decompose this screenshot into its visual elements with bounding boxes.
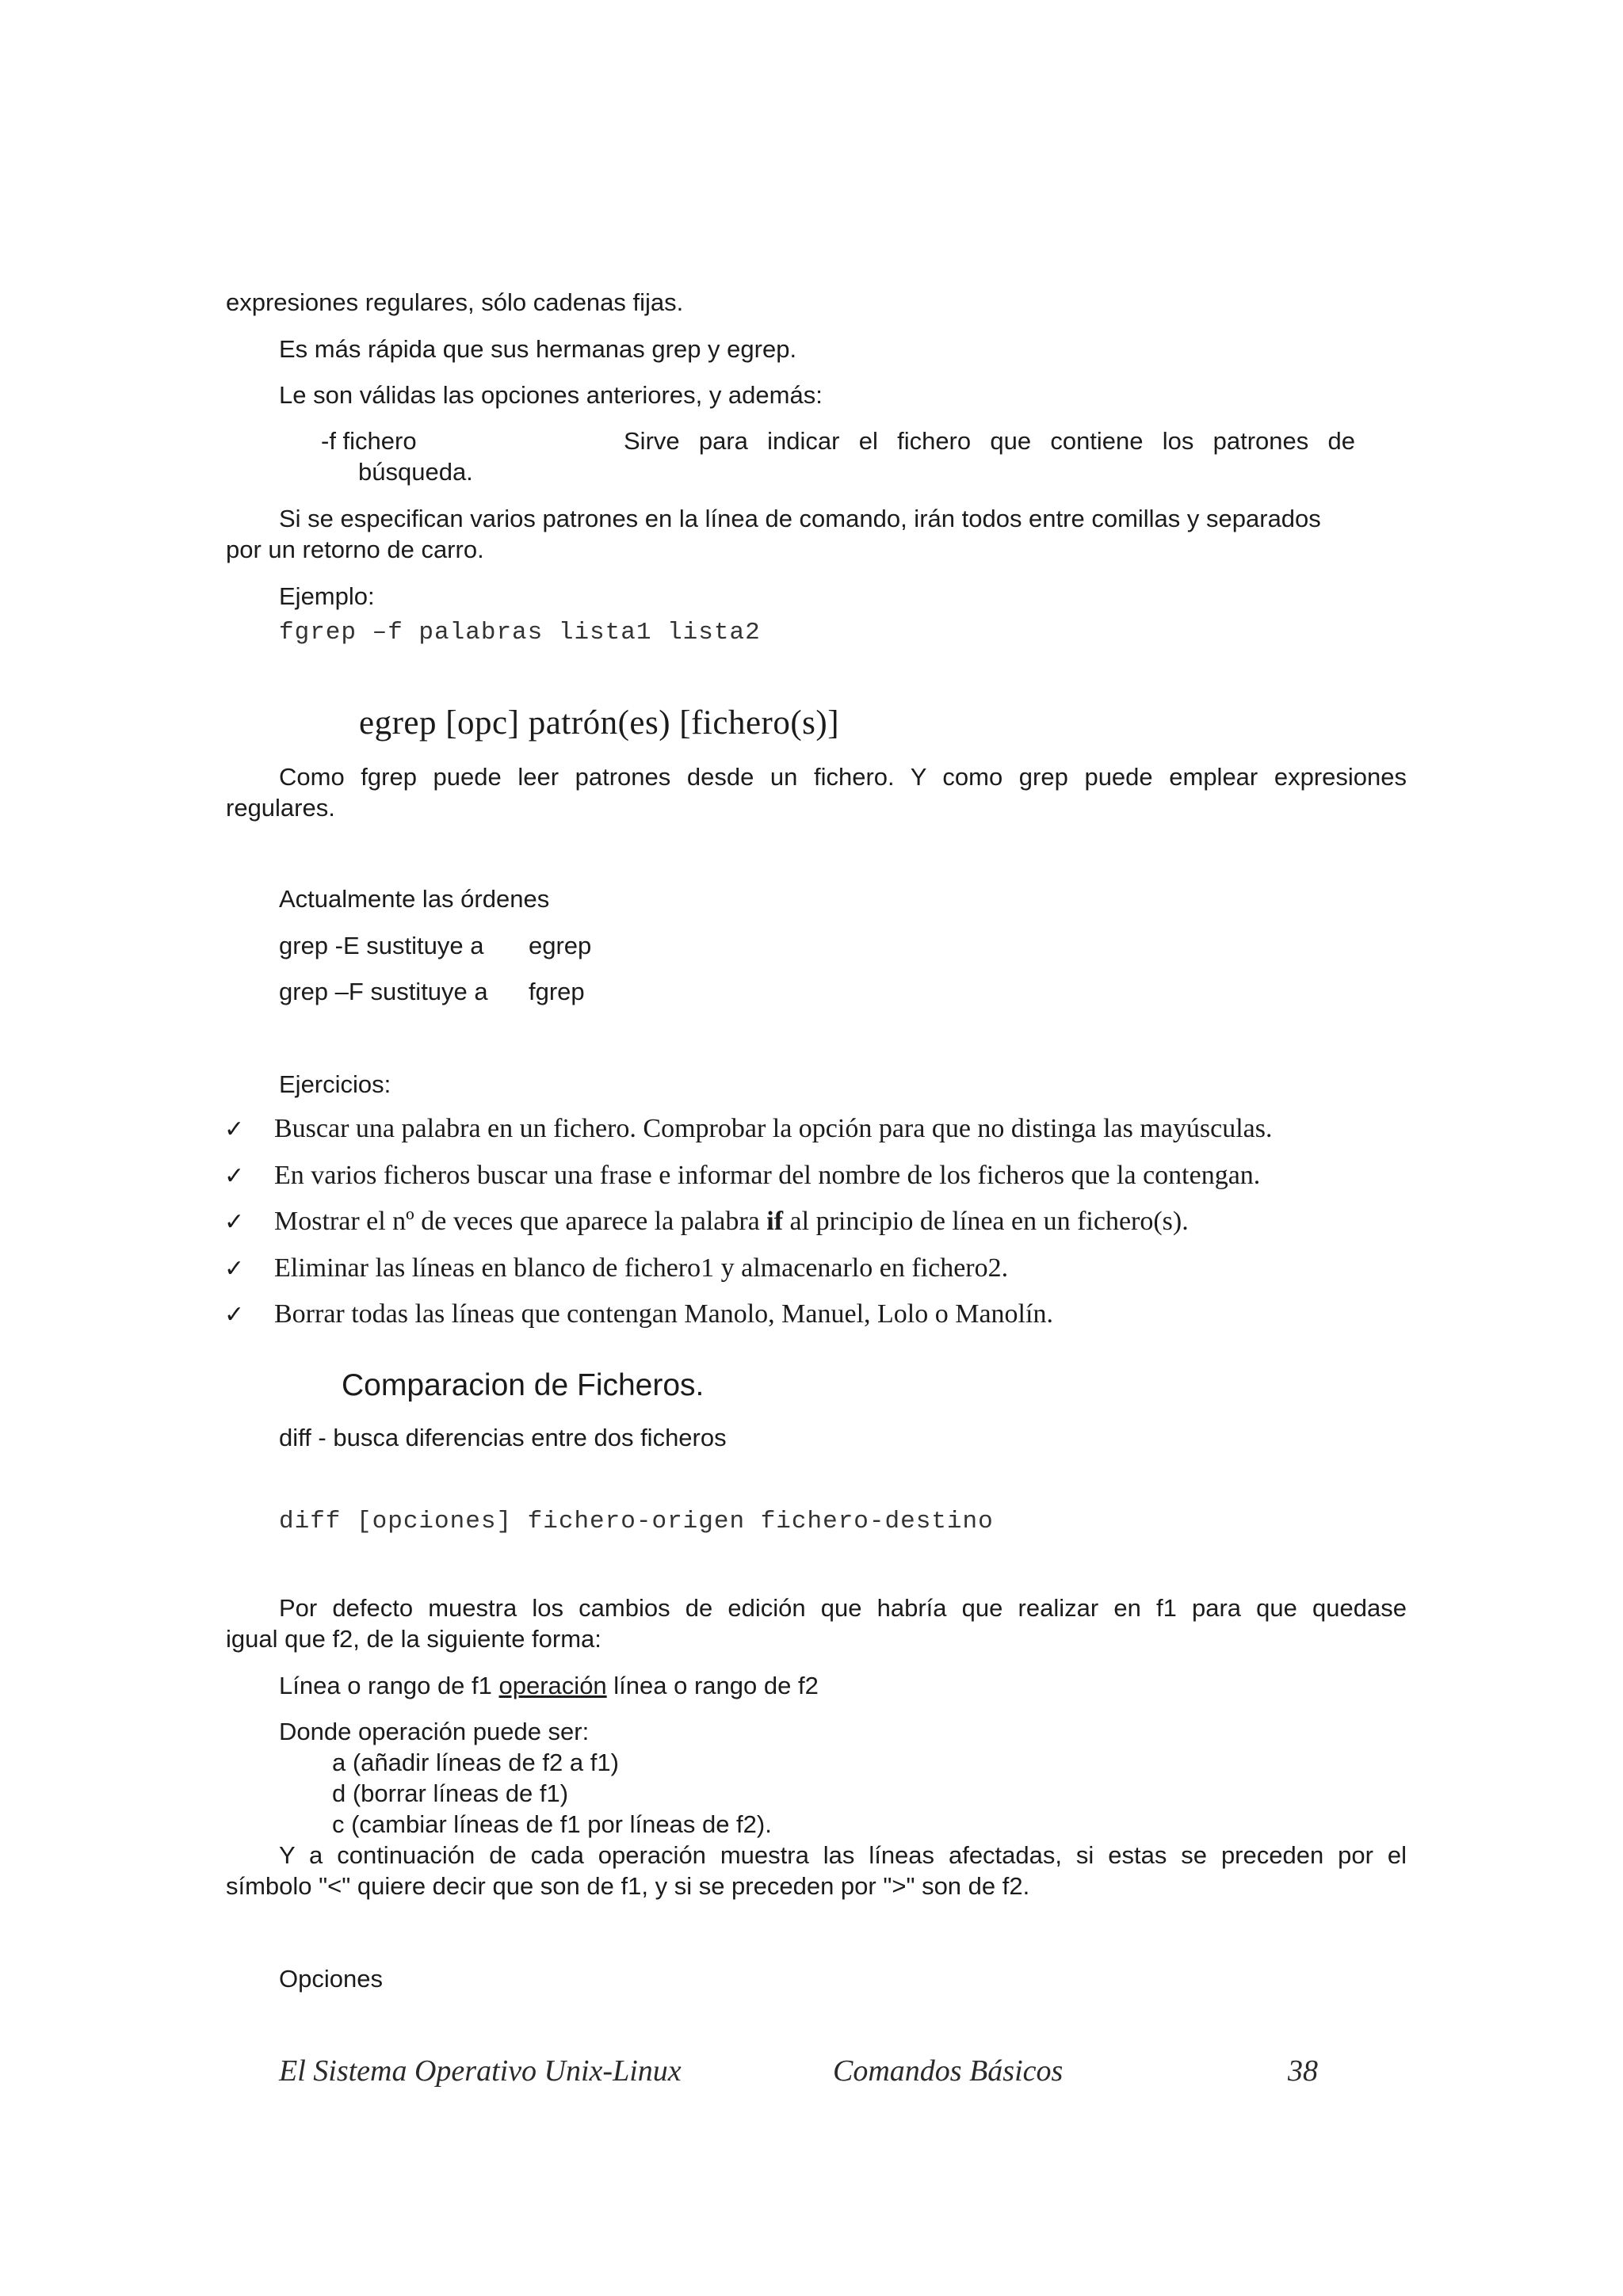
exercises-label: Ejercicios: xyxy=(279,1070,391,1098)
exercise-text: Buscar una palabra en un fichero. Comprobar la opción para que no distinga las mayúsculas. xyxy=(274,1114,1273,1143)
example-code: fgrep –f palabras lista1 lista2 xyxy=(279,619,761,646)
compare-subtitle: diff - busca diferencias entre dos ficheros xyxy=(279,1424,727,1451)
intro-line-2: Es más rápida que sus hermanas grep y egrep. xyxy=(279,335,797,363)
multi-patterns-line-2: por un retorno de carro. xyxy=(226,536,484,563)
example-label: Ejemplo: xyxy=(279,582,375,610)
exercise-text: Borrar todas las líneas que contengan Manolo, Manuel, Lolo o Manolín. xyxy=(274,1299,1053,1329)
egrep-description-line-2: regulares. xyxy=(226,794,335,822)
compare-default-line-2: igual que f2, de la siguiente forma: xyxy=(226,1625,601,1653)
exercise-text xyxy=(274,1207,1189,1237)
intro-line-3: Le son válidas las opciones anteriores, y además: xyxy=(279,381,823,409)
format-after: línea o rango de f2 xyxy=(606,1672,819,1699)
footer-page-number: 38 xyxy=(1288,2054,1318,2088)
current-intro: Actualmente las órdenes xyxy=(279,885,550,913)
continuation-line-1: Y a continuación de cada operación muestra las líneas afectadas, si estas se preceden por el xyxy=(279,1841,1407,1869)
egrep-description-line-1: Como fgrep puede leer patrones desde un fichero. Y como grep puede emplear expresiones xyxy=(279,763,1407,791)
format-operation: operación xyxy=(498,1672,607,1699)
op-d: d (borrar líneas de f1) xyxy=(332,1779,569,1807)
options-label: Opciones xyxy=(279,1965,383,1993)
exercise-text: Eliminar las líneas en blanco de fichero1 y almacenarlo en fichero2. xyxy=(274,1253,1009,1283)
exercise-keyword-if: if xyxy=(766,1207,784,1236)
check-icon: ✓ xyxy=(224,1301,245,1329)
option-f-description-cont: búsqueda. xyxy=(358,458,473,486)
egrep-heading: egrep [opc] patrón(es) [fichero(s)] xyxy=(359,704,840,742)
check-icon: ✓ xyxy=(224,1208,245,1236)
intro-line-1: expresiones regulares, sólo cadenas fijas. xyxy=(226,288,684,316)
compare-default-line-1: Por defecto muestra los cambios de edición que habría que realizar en f1 para que quedase xyxy=(279,1594,1407,1622)
multi-patterns-line-1: Si se especifican varios patrones en la línea de comando, irán todos entre comillas y separados xyxy=(279,505,1321,532)
op-c: c (cambiar líneas de f1 por líneas de f2). xyxy=(332,1810,772,1838)
exercise-text: En varios ficheros buscar una frase e informar del nombre de los ficheros que la contengan. xyxy=(274,1161,1261,1190)
diff-syntax: diff [opciones] fichero-origen fichero-destino xyxy=(279,1508,994,1535)
current-row-1-target: egrep xyxy=(529,932,592,959)
check-icon: ✓ xyxy=(224,1116,245,1143)
footer-chapter: Comandos Básicos xyxy=(833,2054,1064,2088)
option-f-description: Sirve para indicar el fichero que contiene los patrones de xyxy=(624,427,1355,455)
footer-book-title: El Sistema Operativo Unix-Linux xyxy=(279,2054,682,2088)
exercise-text-before: Mostrar el nº de veces que aparece la palabra xyxy=(274,1207,767,1236)
check-icon: ✓ xyxy=(224,1162,245,1190)
check-icon: ✓ xyxy=(224,1255,245,1283)
format-before: Línea o rango de f1 xyxy=(279,1672,499,1699)
option-f-flag: -f fichero xyxy=(321,427,417,455)
continuation-line-2: símbolo "<" quiere decir que son de f1, y si se preceden por ">" son de f2. xyxy=(226,1872,1030,1900)
compare-heading: Comparacion de Ficheros. xyxy=(342,1368,705,1402)
exercise-text-after: al principio de línea en un fichero(s). xyxy=(783,1207,1189,1236)
compare-format xyxy=(279,1670,819,1702)
current-row-1-command: grep -E sustituye a xyxy=(279,932,484,959)
current-row-2-command: grep –F sustituye a xyxy=(279,978,488,1005)
op-a: a (añadir líneas de f2 a f1) xyxy=(332,1749,619,1776)
ops-intro: Donde operación puede ser: xyxy=(279,1718,590,1745)
current-row-2-target: fgrep xyxy=(529,978,585,1005)
